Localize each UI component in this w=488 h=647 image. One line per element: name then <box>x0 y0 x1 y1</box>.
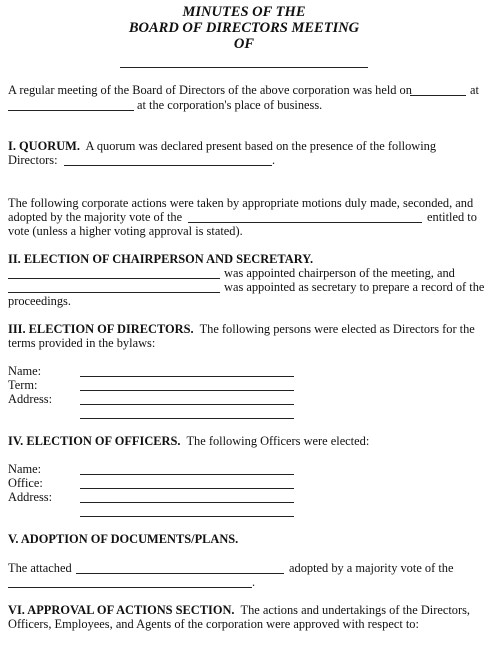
quorum-line-1 <box>8 139 436 153</box>
actions-text-2: adopted by the majority vote of the <box>8 210 183 224</box>
chairperson-blank[interactable] <box>8 278 220 279</box>
officer-office-blank[interactable] <box>80 488 294 489</box>
intro-at: at <box>470 83 479 97</box>
director-address-label: Address: <box>8 392 53 406</box>
title-line-1: MINUTES OF THE <box>182 4 306 20</box>
officer-name-blank[interactable] <box>80 474 294 475</box>
directors-text-2: terms provided in the bylaws: <box>8 336 156 350</box>
attached-document-blank[interactable] <box>76 573 284 574</box>
chair-text-1: was appointed chairperson of the meeting, and <box>224 266 455 280</box>
quorum-directors-label: Directors: <box>8 153 58 167</box>
officer-address-blank-2[interactable] <box>80 516 294 517</box>
adoption-text-1: The attached <box>8 561 72 575</box>
officers-heading: IV. ELECTION OF OFFICERS. <box>8 434 181 448</box>
quorum-heading: I. QUORUM. <box>8 139 80 153</box>
chair-heading: II. ELECTION OF CHAIRPERSON AND SECRETARY. <box>8 252 314 266</box>
quorum-text: A quorum was declared present based on the presence of the following <box>85 139 437 153</box>
actions-entitled: entitled to <box>427 210 477 224</box>
approval-heading: VI. APPROVAL OF ACTIONS SECTION. <box>8 603 235 617</box>
title-line-2: BOARD OF DIRECTORS MEETING <box>128 20 360 36</box>
quorum-period: . <box>272 153 276 167</box>
director-address-blank-2[interactable] <box>80 418 294 419</box>
meeting-time-blank[interactable] <box>8 110 134 111</box>
officer-office-label: Office: <box>8 476 43 490</box>
meeting-date-blank[interactable] <box>410 95 466 96</box>
chair-text-2: was appointed as secretary to prepare a record of the <box>224 280 485 294</box>
officer-address-label: Address: <box>8 490 53 504</box>
secretary-blank[interactable] <box>8 292 220 293</box>
intro-text-1: A regular meeting of the Board of Directors of the above corporation was held on <box>8 83 412 97</box>
adopting-body-blank[interactable] <box>8 587 252 588</box>
corporation-name-blank[interactable] <box>120 67 368 68</box>
quorum-directors-blank[interactable] <box>64 165 272 166</box>
directors-heading: III. ELECTION OF DIRECTORS. <box>8 322 194 336</box>
director-address-blank-1[interactable] <box>80 404 294 405</box>
director-term-blank[interactable] <box>80 390 294 391</box>
adoption-period: . <box>252 575 256 589</box>
approval-line-1 <box>8 603 470 617</box>
director-term-label: Term: <box>8 378 38 392</box>
officer-address-blank-1[interactable] <box>80 502 294 503</box>
director-name-label: Name: <box>8 364 42 378</box>
approval-text: The actions and undertakings of the Directors, <box>240 603 471 617</box>
intro-text-2: at the corporation's place of business. <box>137 98 323 112</box>
actions-text-1: The following corporate actions were taken by appropriate motions duly made, seconded, and <box>8 196 474 210</box>
officers-text: The following Officers were elected: <box>186 434 370 448</box>
adoption-heading: V. ADOPTION OF DOCUMENTS/PLANS. <box>8 532 239 546</box>
chair-text-3: proceedings. <box>8 294 71 308</box>
adoption-text-2: adopted by a majority vote of the <box>289 561 454 575</box>
officers-line-1 <box>8 434 369 448</box>
director-name-blank[interactable] <box>80 376 294 377</box>
directors-line-1 <box>8 322 475 336</box>
directors-text: The following persons were elected as Directors for the <box>199 322 475 336</box>
title-line-3: OF <box>233 36 255 52</box>
officer-name-label: Name: <box>8 462 42 476</box>
actions-text-3: vote (unless a higher voting approval is stated). <box>8 224 243 238</box>
voting-body-blank[interactable] <box>188 222 422 223</box>
approval-text-2: Officers, Employees, and Agents of the corporation were approved with respect to: <box>8 617 419 631</box>
